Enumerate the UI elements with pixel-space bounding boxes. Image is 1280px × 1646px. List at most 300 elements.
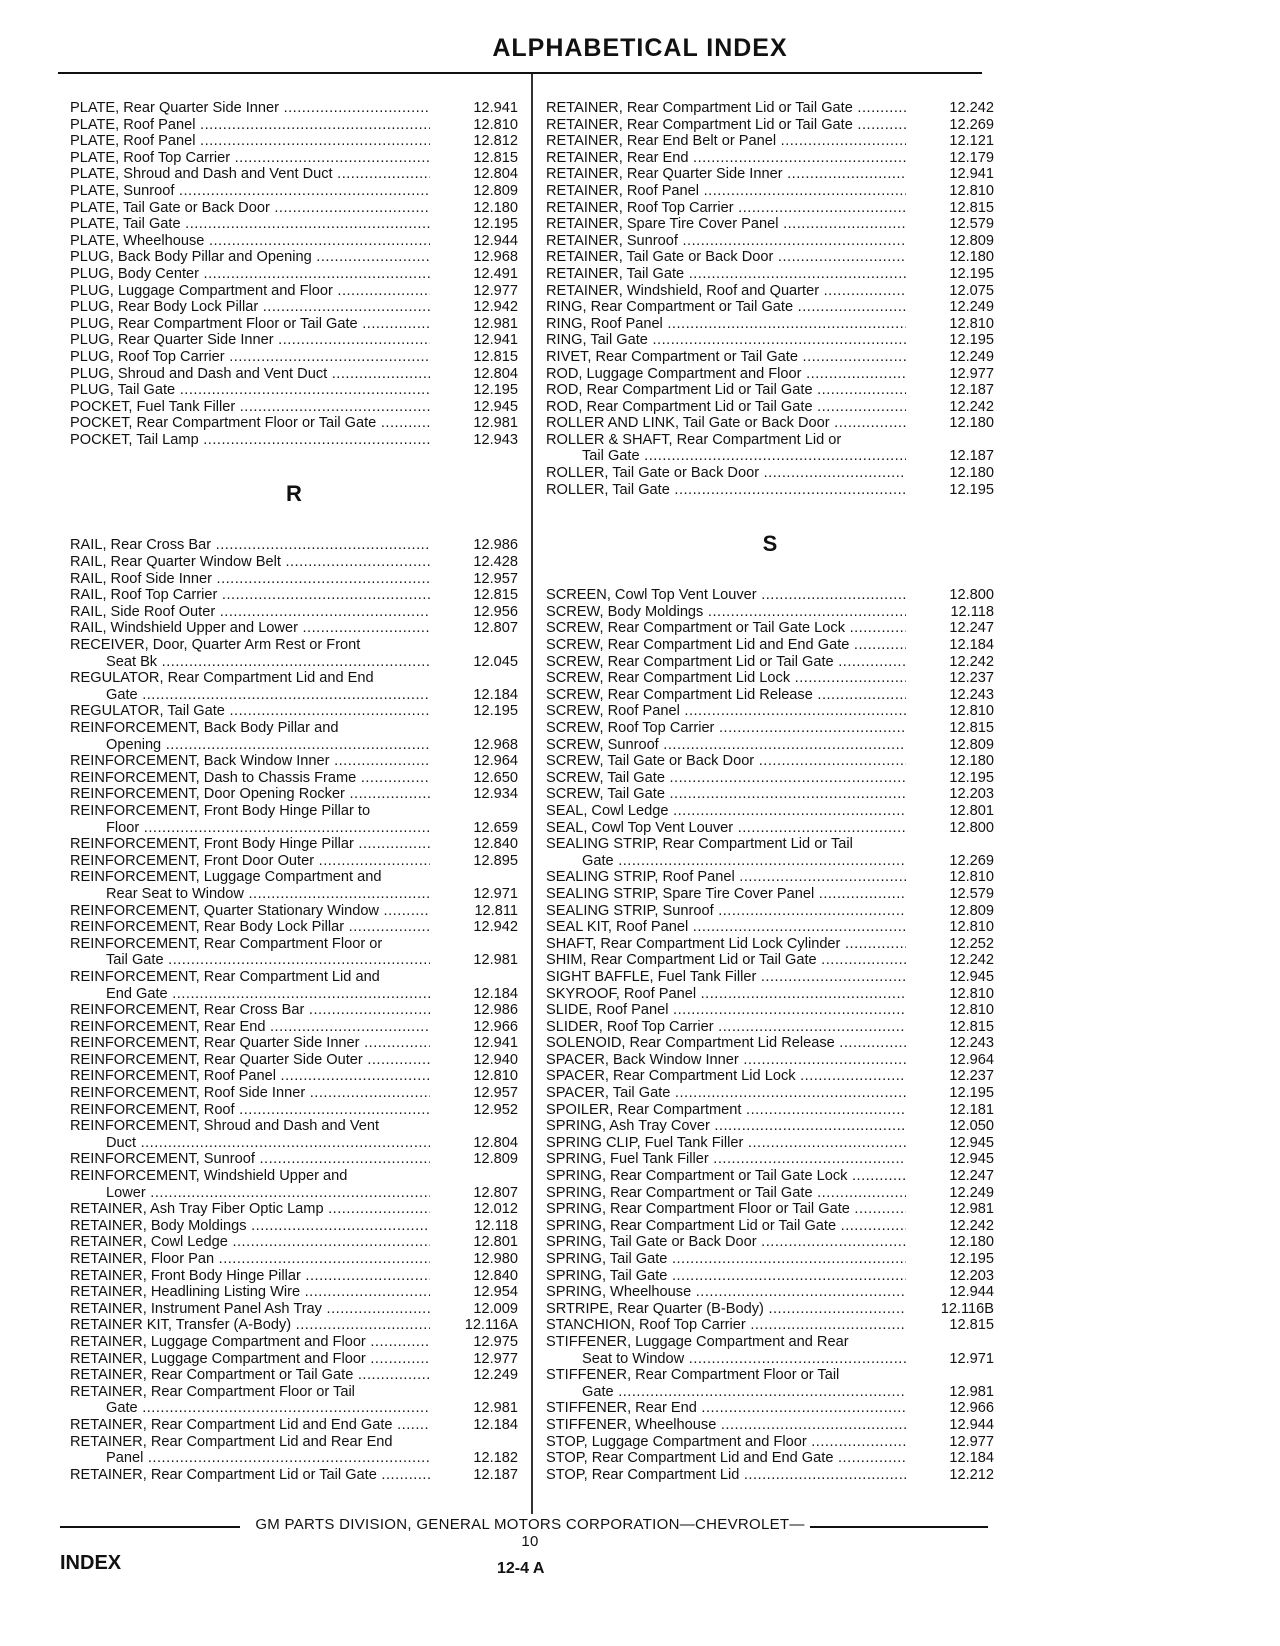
entry-label bbox=[546, 266, 906, 283]
entry-page-ref: 12.981 bbox=[949, 1201, 994, 1218]
entry-page-ref: 12.981 bbox=[473, 1400, 518, 1417]
entry-label bbox=[70, 1085, 430, 1102]
entry-label bbox=[546, 1135, 906, 1152]
entry-page-ref: 12.243 bbox=[949, 686, 994, 703]
entry-text: SPRING, Rear Compartment Floor or Tail Gate bbox=[546, 1201, 850, 1218]
entry-label bbox=[70, 1400, 430, 1417]
entry-label bbox=[70, 249, 430, 266]
index-entry bbox=[70, 415, 518, 432]
entry-page-ref: 12.840 bbox=[473, 836, 518, 853]
index-entry bbox=[546, 1251, 994, 1268]
entry-page-ref: 12.981 bbox=[949, 1383, 994, 1400]
entry-label bbox=[546, 1317, 906, 1334]
entry-label bbox=[70, 587, 430, 604]
entry-text: STOP, Luggage Compartment and Floor bbox=[546, 1433, 807, 1450]
entry-label bbox=[546, 936, 906, 953]
entry-label bbox=[70, 853, 430, 870]
entry-page-ref: 12.954 bbox=[473, 1284, 518, 1301]
entry-page-ref: 12.184 bbox=[949, 637, 994, 654]
index-entry bbox=[546, 1384, 994, 1401]
index-entry bbox=[70, 1301, 518, 1318]
index-entry bbox=[70, 382, 518, 399]
entry-label bbox=[70, 770, 430, 787]
entry-page-ref: 12.269 bbox=[949, 852, 994, 869]
entry-page-ref: 12.491 bbox=[473, 265, 518, 282]
entry-label bbox=[70, 554, 430, 571]
entry-label bbox=[70, 571, 430, 588]
entry-page-ref: 12.815 bbox=[473, 587, 518, 604]
index-entry-heading: REINFORCEMENT, Windshield Upper and bbox=[70, 1168, 348, 1185]
entry-label bbox=[70, 903, 430, 920]
entry-text: Lower bbox=[106, 1184, 146, 1201]
index-entry bbox=[70, 1151, 518, 1168]
entry-page-ref: 12.659 bbox=[473, 819, 518, 836]
entry-text: RETAINER, Floor Pan bbox=[70, 1251, 215, 1267]
entry-text: POCKET, Tail Lamp bbox=[70, 431, 199, 448]
entry-label bbox=[70, 1367, 430, 1384]
entry-text: PLATE, Tail Gate or Back Door bbox=[70, 199, 270, 216]
entry-page-ref: 12.075 bbox=[949, 282, 994, 299]
entry-label bbox=[70, 1334, 430, 1351]
entry-label bbox=[546, 786, 906, 803]
entry-page-ref: 12.801 bbox=[949, 802, 994, 819]
entry-page-ref: 12.957 bbox=[473, 1085, 518, 1102]
entry-page-ref: 12.242 bbox=[949, 1217, 994, 1234]
index-entry bbox=[546, 720, 994, 737]
entry-page-ref: 12.187 bbox=[949, 382, 994, 399]
entry-page-ref: 12.237 bbox=[949, 1068, 994, 1085]
entry-page-ref: 12.121 bbox=[949, 133, 994, 150]
entry-page-ref: 12.181 bbox=[949, 1101, 994, 1118]
entry-label bbox=[546, 1102, 906, 1119]
index-entry bbox=[546, 166, 994, 183]
footer-rule-left bbox=[60, 1526, 240, 1528]
index-entry-heading: RECEIVER, Door, Quarter Arm Rest or Front bbox=[70, 637, 361, 654]
entry-label bbox=[70, 100, 430, 117]
entry-text: ROD, Rear Compartment Lid or Tail Gate bbox=[546, 398, 813, 415]
entry-label bbox=[546, 200, 906, 217]
entry-text: End Gate bbox=[106, 985, 168, 1002]
entry-label bbox=[70, 886, 430, 903]
entry-label bbox=[70, 919, 430, 936]
index-entry bbox=[70, 587, 518, 604]
entry-text: SPACER, Back Window Inner bbox=[546, 1051, 739, 1068]
index-entry bbox=[70, 903, 518, 920]
entry-text: REGULATOR, Tail Gate bbox=[70, 703, 225, 720]
index-entry bbox=[546, 587, 994, 604]
index-entry bbox=[70, 1467, 518, 1484]
entry-page-ref: 12.203 bbox=[949, 1267, 994, 1284]
entry-page-ref: 12.809 bbox=[949, 902, 994, 919]
entry-label bbox=[546, 1450, 906, 1467]
entry-label bbox=[70, 820, 430, 837]
entry-text: SPRING, Rear Compartment Lid or Tail Gate bbox=[546, 1217, 837, 1234]
index-entry-heading: STIFFENER, Rear Compartment Floor or Tail bbox=[546, 1367, 840, 1384]
footer-text: GM PARTS DIVISION, GENERAL MOTORS CORPORATION—CHEVROLET—10 bbox=[255, 1516, 805, 1550]
index-entry bbox=[546, 853, 994, 870]
entry-label bbox=[70, 200, 430, 217]
entry-page-ref: 12.249 bbox=[949, 348, 994, 365]
index-entry bbox=[70, 1351, 518, 1368]
entry-text: Duct bbox=[106, 1134, 137, 1151]
entry-text: SCREW, Rear Compartment Lid Lock bbox=[546, 670, 791, 687]
entry-text: RETAINER, Luggage Compartment and Floor bbox=[70, 1333, 366, 1350]
entry-text: REINFORCEMENT, Dash to Chassis Frame bbox=[70, 769, 357, 786]
entry-page-ref: 12.203 bbox=[949, 786, 994, 803]
index-entry bbox=[546, 1351, 994, 1368]
index-entry bbox=[70, 1201, 518, 1218]
entry-text: SLIDE, Roof Panel bbox=[546, 1002, 669, 1019]
entry-label bbox=[546, 1417, 906, 1434]
entry-text: RETAINER, Roof Top Carrier bbox=[546, 199, 734, 216]
entry-text: RAIL, Windshield Upper and Lower bbox=[70, 620, 298, 637]
entry-text: PLUG, Luggage Compartment and Floor bbox=[70, 282, 333, 299]
entry-label bbox=[546, 1151, 906, 1168]
index-entry bbox=[70, 216, 518, 233]
entry-text: RAIL, Rear Cross Bar bbox=[70, 537, 212, 554]
entry-label bbox=[546, 853, 906, 870]
entry-text: RING, Tail Gate bbox=[546, 332, 648, 349]
entry-label bbox=[70, 1284, 430, 1301]
index-entry bbox=[546, 366, 994, 383]
index-entry bbox=[546, 249, 994, 266]
index-entry bbox=[546, 770, 994, 787]
entry-text: PLUG, Rear Compartment Floor or Tail Gate bbox=[70, 315, 358, 332]
entry-label bbox=[546, 1085, 906, 1102]
entry-text: Gate bbox=[582, 1383, 614, 1400]
entry-page-ref: 12.050 bbox=[949, 1118, 994, 1135]
entry-label bbox=[70, 753, 430, 770]
entry-text: SPRING CLIP, Fuel Tank Filler bbox=[546, 1134, 744, 1151]
index-entry bbox=[546, 1185, 994, 1202]
entry-text: RETAINER, Rear End bbox=[546, 149, 689, 166]
entry-page-ref: 12.252 bbox=[949, 935, 994, 952]
entry-label bbox=[70, 1035, 430, 1052]
index-entry bbox=[546, 1234, 994, 1251]
entry-page-ref: 12.249 bbox=[473, 1367, 518, 1384]
index-entry bbox=[70, 266, 518, 283]
index-entry bbox=[546, 620, 994, 637]
entry-label bbox=[70, 986, 430, 1003]
entry-label bbox=[70, 1450, 430, 1467]
entry-text: REINFORCEMENT, Back Window Inner bbox=[70, 753, 330, 770]
index-entry bbox=[70, 1102, 518, 1119]
entry-label bbox=[546, 1467, 906, 1484]
index-entry bbox=[70, 571, 518, 588]
entry-label bbox=[546, 620, 906, 637]
section-letter: S bbox=[762, 531, 778, 557]
entry-label bbox=[70, 299, 430, 316]
index-entry bbox=[70, 399, 518, 416]
index-entry bbox=[546, 1052, 994, 1069]
entry-label bbox=[546, 604, 906, 621]
entry-label bbox=[546, 366, 906, 383]
entry-label bbox=[546, 117, 906, 134]
entry-page-ref: 12.247 bbox=[949, 620, 994, 637]
index-entry bbox=[546, 216, 994, 233]
entry-page-ref: 12.195 bbox=[949, 265, 994, 282]
entry-page-ref: 12.815 bbox=[949, 1018, 994, 1035]
entry-page-ref: 12.977 bbox=[949, 365, 994, 382]
entry-label bbox=[70, 537, 430, 554]
index-entry bbox=[546, 332, 994, 349]
index-entry bbox=[70, 836, 518, 853]
entry-label bbox=[546, 1185, 906, 1202]
top-rule bbox=[58, 72, 982, 74]
index-entry bbox=[546, 687, 994, 704]
entry-page-ref: 12.810 bbox=[949, 919, 994, 936]
index-entry bbox=[546, 233, 994, 250]
entry-text: PLUG, Roof Top Carrier bbox=[70, 348, 225, 365]
index-entry bbox=[70, 1317, 518, 1334]
index-entry-heading: STIFFENER, Luggage Compartment and Rear bbox=[546, 1333, 849, 1350]
index-entry-heading: REINFORCEMENT, Rear Compartment Floor or bbox=[70, 935, 383, 952]
entry-page-ref: 12.986 bbox=[473, 1002, 518, 1019]
entry-text: RING, Rear Compartment or Tail Gate bbox=[546, 299, 794, 316]
entry-text: RETAINER, Body Moldings bbox=[70, 1217, 247, 1234]
entry-page-ref: 12.195 bbox=[949, 332, 994, 349]
index-entry bbox=[546, 886, 994, 903]
entry-text: Gate bbox=[106, 1400, 138, 1417]
entry-label bbox=[546, 332, 906, 349]
entry-page-ref: 12.944 bbox=[949, 1416, 994, 1433]
entry-text: PLATE, Wheelhouse bbox=[70, 232, 205, 249]
entry-label bbox=[70, 1218, 430, 1235]
entry-text: RETAINER, Cowl Ledge bbox=[70, 1234, 228, 1251]
entry-text: RETAINER, Sunroof bbox=[546, 232, 678, 249]
index-entry bbox=[546, 299, 994, 316]
index-entry bbox=[70, 753, 518, 770]
entry-label bbox=[546, 233, 906, 250]
index-entry bbox=[70, 886, 518, 903]
entry-page-ref: 12.815 bbox=[949, 720, 994, 736]
entry-page-ref: 12.800 bbox=[949, 819, 994, 836]
index-entry bbox=[70, 299, 518, 316]
entry-page-ref: 12.249 bbox=[949, 1184, 994, 1201]
entry-text: RETAINER, Tail Gate bbox=[546, 265, 685, 282]
index-entry bbox=[546, 936, 994, 953]
entry-text: SEAL, Cowl Top Vent Louver bbox=[546, 819, 734, 836]
entry-page-ref: 12.815 bbox=[473, 348, 518, 365]
entry-label bbox=[546, 1268, 906, 1285]
entry-text: SRTRIPE, Rear Quarter (B-Body) bbox=[546, 1300, 764, 1317]
entry-text: PLATE, Roof Panel bbox=[70, 133, 196, 150]
entry-text: RAIL, Side Roof Outer bbox=[70, 603, 216, 620]
entry-page-ref: 12.966 bbox=[949, 1400, 994, 1417]
entry-text: SPRING, Tail Gate bbox=[546, 1251, 668, 1267]
entry-page-ref: 12.977 bbox=[949, 1433, 994, 1450]
entry-label bbox=[546, 415, 906, 432]
entry-label bbox=[70, 166, 430, 183]
index-entry bbox=[546, 200, 994, 217]
index-entry bbox=[546, 1301, 994, 1318]
entry-text: Tail Gate bbox=[106, 952, 164, 969]
entry-page-ref: 12.118 bbox=[474, 1217, 518, 1234]
entry-page-ref: 12.579 bbox=[949, 885, 994, 902]
index-column-right bbox=[546, 100, 994, 1483]
entry-text: PLUG, Rear Quarter Side Inner bbox=[70, 332, 274, 349]
entry-text: SCREEN, Cowl Top Vent Louver bbox=[546, 587, 757, 604]
entry-label bbox=[70, 183, 430, 200]
index-entry bbox=[70, 554, 518, 571]
entry-text: REINFORCEMENT, Roof bbox=[70, 1101, 235, 1118]
index-entry bbox=[70, 100, 518, 117]
index-entry bbox=[546, 415, 994, 432]
entry-text: SPACER, Tail Gate bbox=[546, 1085, 671, 1102]
entry-text: SPACER, Rear Compartment Lid Lock bbox=[546, 1068, 796, 1085]
entry-label bbox=[70, 283, 430, 300]
entry-text: SPRING, Tail Gate bbox=[546, 1267, 668, 1284]
index-entry bbox=[546, 482, 994, 499]
index-entry-heading: REINFORCEMENT, Rear Compartment Lid and bbox=[70, 968, 380, 985]
entry-label bbox=[546, 919, 906, 936]
index-entry bbox=[70, 1035, 518, 1052]
entry-label bbox=[546, 770, 906, 787]
entry-text: PLATE, Tail Gate bbox=[70, 216, 181, 233]
entry-label bbox=[70, 366, 430, 383]
index-entry bbox=[70, 1052, 518, 1069]
entry-label bbox=[70, 1251, 430, 1268]
index-entry bbox=[546, 1467, 994, 1484]
index-entry bbox=[70, 366, 518, 383]
entry-text: Seat Bk bbox=[106, 653, 158, 670]
entry-text: PLATE, Roof Panel bbox=[70, 116, 196, 133]
entry-page-ref: 12.182 bbox=[473, 1450, 518, 1467]
entry-label bbox=[546, 399, 906, 416]
entry-text: SCREW, Sunroof bbox=[546, 736, 659, 753]
index-entry bbox=[70, 952, 518, 969]
entry-text: SEALING STRIP, Roof Panel bbox=[546, 869, 735, 886]
entry-page-ref: 12.977 bbox=[473, 1350, 518, 1367]
index-entry bbox=[70, 166, 518, 183]
entry-text: ROLLER, Tail Gate or Back Door bbox=[546, 465, 760, 482]
index-entry bbox=[70, 687, 518, 704]
index-entry bbox=[70, 919, 518, 936]
column-divider bbox=[531, 74, 533, 1514]
entry-label bbox=[546, 448, 906, 465]
entry-page-ref: 12.184 bbox=[473, 1416, 518, 1433]
entry-label bbox=[70, 332, 430, 349]
entry-text: SCREW, Tail Gate or Back Door bbox=[546, 753, 755, 770]
entry-text: SPRING, Fuel Tank Filler bbox=[546, 1151, 709, 1168]
entry-label bbox=[546, 687, 906, 704]
entry-page-ref: 12.943 bbox=[473, 431, 518, 448]
entry-page-ref: 12.195 bbox=[949, 481, 994, 498]
entry-page-ref: 12.116A bbox=[464, 1317, 518, 1334]
index-entry bbox=[70, 249, 518, 266]
entry-page-ref: 12.964 bbox=[473, 753, 518, 770]
entry-text: SKYROOF, Roof Panel bbox=[546, 985, 697, 1002]
section-label: INDEX bbox=[60, 1552, 122, 1574]
entry-label bbox=[546, 587, 906, 604]
entry-text: PLATE, Roof Top Carrier bbox=[70, 149, 231, 166]
entry-label bbox=[546, 1068, 906, 1085]
index-entry bbox=[546, 1434, 994, 1451]
entry-text: SPRING, Rear Compartment or Tail Gate Lock bbox=[546, 1168, 848, 1185]
index-entry bbox=[70, 183, 518, 200]
entry-page-ref: 12.810 bbox=[473, 116, 518, 133]
index-entry bbox=[70, 1085, 518, 1102]
entry-text: REINFORCEMENT, Rear Quarter Side Inner bbox=[70, 1035, 360, 1052]
entry-page-ref: 12.941 bbox=[473, 100, 518, 116]
entry-page-ref: 12.810 bbox=[949, 985, 994, 1002]
index-entry bbox=[546, 1268, 994, 1285]
entry-label bbox=[70, 1268, 430, 1285]
entry-text: Seat to Window bbox=[582, 1350, 685, 1367]
entry-label bbox=[70, 1467, 430, 1484]
entry-text: RETAINER, Roof Panel bbox=[546, 182, 700, 199]
entry-text: RETAINER, Luggage Compartment and Floor bbox=[70, 1350, 366, 1367]
entry-page-ref: 12.952 bbox=[473, 1101, 518, 1118]
entry-text: PLATE, Rear Quarter Side Inner bbox=[70, 100, 280, 116]
entry-label bbox=[546, 283, 906, 300]
entry-page-ref: 12.800 bbox=[949, 587, 994, 604]
index-entry bbox=[70, 150, 518, 167]
entry-text: REINFORCEMENT, Front Door Outer bbox=[70, 852, 315, 869]
entry-page-ref: 12.243 bbox=[949, 1035, 994, 1052]
entry-page-ref: 12.187 bbox=[949, 448, 994, 465]
entry-text: PLUG, Body Center bbox=[70, 265, 199, 282]
entry-label bbox=[546, 216, 906, 233]
entry-label bbox=[70, 786, 430, 803]
entry-page-ref: 12.195 bbox=[949, 769, 994, 786]
index-entry bbox=[70, 1417, 518, 1434]
entry-label bbox=[546, 1434, 906, 1451]
entry-text: SCREW, Roof Top Carrier bbox=[546, 720, 715, 736]
entry-label bbox=[546, 1301, 906, 1318]
entry-text: Rear Seat to Window bbox=[106, 885, 244, 902]
entry-label bbox=[546, 1400, 906, 1417]
entry-label bbox=[70, 432, 430, 449]
entry-label bbox=[70, 654, 430, 671]
entry-label bbox=[546, 869, 906, 886]
index-entry bbox=[546, 1400, 994, 1417]
entry-label bbox=[546, 465, 906, 482]
index-entry bbox=[546, 1102, 994, 1119]
entry-page-ref: 12.980 bbox=[473, 1251, 518, 1267]
entry-text: REINFORCEMENT, Door Opening Rocker bbox=[70, 786, 345, 803]
entry-text: STIFFENER, Rear End bbox=[546, 1400, 697, 1417]
entry-page-ref: 12.940 bbox=[473, 1051, 518, 1068]
entry-text: REINFORCEMENT, Quarter Stationary Window bbox=[70, 902, 379, 919]
index-entry bbox=[70, 1334, 518, 1351]
entry-label bbox=[70, 1002, 430, 1019]
entry-text: STIFFENER, Wheelhouse bbox=[546, 1416, 717, 1433]
index-entry bbox=[546, 133, 994, 150]
entry-label bbox=[546, 1168, 906, 1185]
entry-label bbox=[70, 1019, 430, 1036]
entry-label bbox=[70, 399, 430, 416]
index-entry bbox=[70, 786, 518, 803]
index-entry-heading: REGULATOR, Rear Compartment Lid and End bbox=[70, 670, 374, 687]
entry-label bbox=[70, 117, 430, 134]
entry-page-ref: 12.195 bbox=[473, 703, 518, 720]
entry-page-ref: 12.428 bbox=[473, 554, 518, 571]
entry-label bbox=[546, 820, 906, 837]
entry-text: RETAINER, Spare Tire Cover Panel bbox=[546, 216, 779, 233]
entry-page-ref: 12.242 bbox=[949, 100, 994, 116]
entry-page-ref: 12.966 bbox=[473, 1018, 518, 1035]
entry-text: PLUG, Tail Gate bbox=[70, 382, 176, 399]
entry-text: STOP, Rear Compartment Lid and End Gate bbox=[546, 1450, 834, 1467]
entry-page-ref: 12.812 bbox=[473, 133, 518, 150]
entry-label bbox=[546, 1284, 906, 1301]
index-entry bbox=[70, 770, 518, 787]
entry-label bbox=[70, 216, 430, 233]
entry-label bbox=[546, 1052, 906, 1069]
index-entry bbox=[70, 332, 518, 349]
entry-text: Gate bbox=[582, 852, 614, 869]
